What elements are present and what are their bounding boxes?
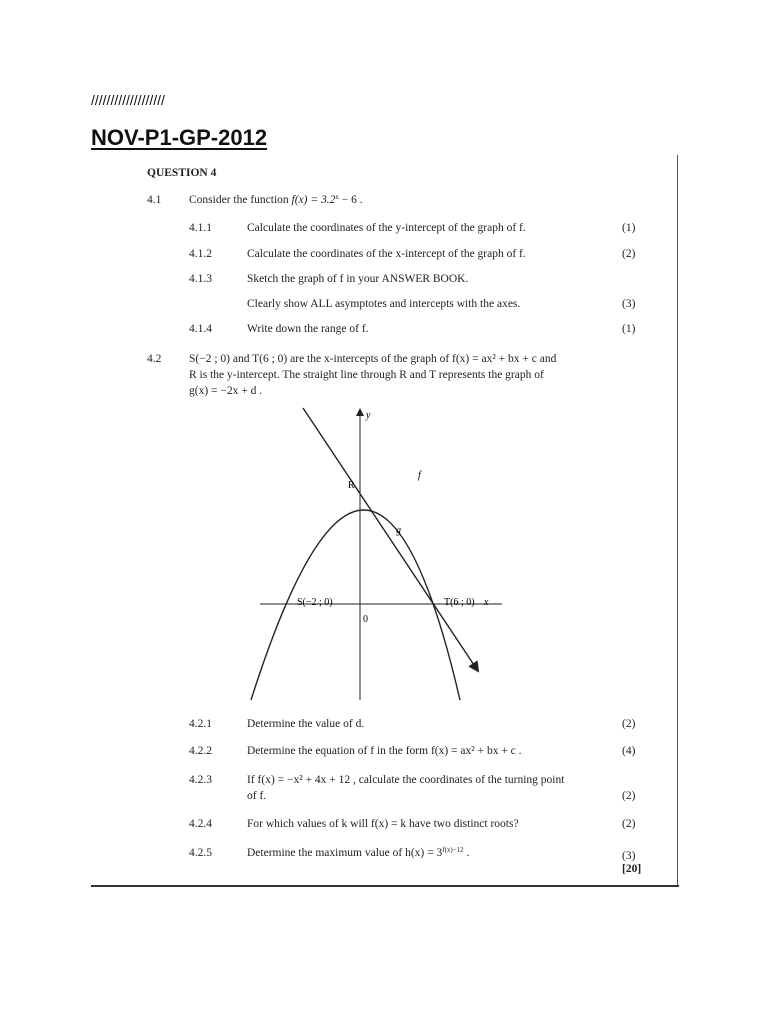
question-total: [20] [622,863,642,875]
q412-number: 4.1.2 [189,248,212,260]
curve-f-label: f [418,470,421,481]
q413-text-cont: Clearly show ALL asymptotes and intercepts with the axes. [247,298,521,310]
y-axis-label: y [366,410,371,421]
page-edge-bottom [91,885,679,887]
q42-stem-line1: S(−2 ; 0) and T(6 ; 0) are the x-intercepts of the graph of f(x) = ax² + bx + c and [189,353,557,365]
q423-text: If f(x) = −x² + 4x + 12 , calculate the coordinates of the turning point [247,774,565,786]
q425-text [247,846,469,860]
q423-text-cont: of f. [247,790,267,802]
q421-text: Determine the value of d. [247,718,365,730]
q414-number: 4.1.4 [189,323,212,335]
q42-stem-line2: R is the y-intercept. The straight line through R and T represents the graph of [189,369,544,381]
document-title: NOV-P1-GP-2012 [91,125,268,150]
x-axis-label: x [484,597,489,608]
q422-marks: (4) [622,745,636,757]
origin-label: 0 [363,614,368,625]
q421-number: 4.2.1 [189,718,212,730]
q425-exp: f(x)−12 [442,846,464,854]
q422-number: 4.2.2 [189,745,212,757]
q425-marks: (3) [622,850,636,862]
q41-stem-suffix: − 6 . [338,194,363,206]
slash-line: /////////////////// [91,92,165,108]
q413-number: 4.1.3 [189,273,212,285]
q413-marks: (3) [622,298,636,310]
q424-text: For which values of k will f(x) = k have two distinct roots? [247,818,519,830]
q41-stem [189,193,363,207]
q42-number: 4.2 [147,353,162,365]
parabola-f-curve [251,510,460,700]
q413-text: Sketch the graph of f in your ANSWER BOOK. [247,273,469,285]
parabola-line-graph [240,400,520,710]
q411-text: Calculate the coordinates of the y-intercept of the graph of f. [247,222,526,234]
q425-text-end: . [463,847,470,859]
q412-text: Calculate the coordinates of the x-intercept of the graph of f. [247,248,526,260]
question-heading: QUESTION 4 [147,167,217,179]
q424-marks: (2) [622,818,636,830]
point-t-label: T(6 ; 0) [444,597,475,608]
line-g-label: g [396,525,401,536]
q421-marks: (2) [622,718,636,730]
q414-marks: (1) [622,323,636,335]
q411-marks: (1) [622,222,636,234]
q425-text-main: Determine the maximum value of h(x) = 3 [247,847,443,859]
q425-number: 4.2.5 [189,847,212,859]
q414-text: Write down the range of f. [247,323,369,335]
q423-marks: (2) [622,790,636,802]
q42-stem-line3: g(x) = −2x + d . [189,385,263,397]
q411-number: 4.1.1 [189,222,212,234]
q424-number: 4.2.4 [189,818,212,830]
point-s-label: S(−2 ; 0) [297,597,333,608]
q41-stem-exp: x [335,193,339,201]
q41-number: 4.1 [147,194,162,206]
q41-stem-prefix: Consider the function [189,194,289,206]
q423-number: 4.2.3 [189,774,212,786]
q422-text: Determine the equation of f in the form f(x) = ax² + bx + c . [247,745,522,757]
q412-marks: (2) [622,248,636,260]
point-r-label: R [348,480,355,491]
page-edge-right [677,155,678,885]
line-g [303,408,476,668]
q41-stem-formula: f(x) = 3.2 [291,194,336,206]
